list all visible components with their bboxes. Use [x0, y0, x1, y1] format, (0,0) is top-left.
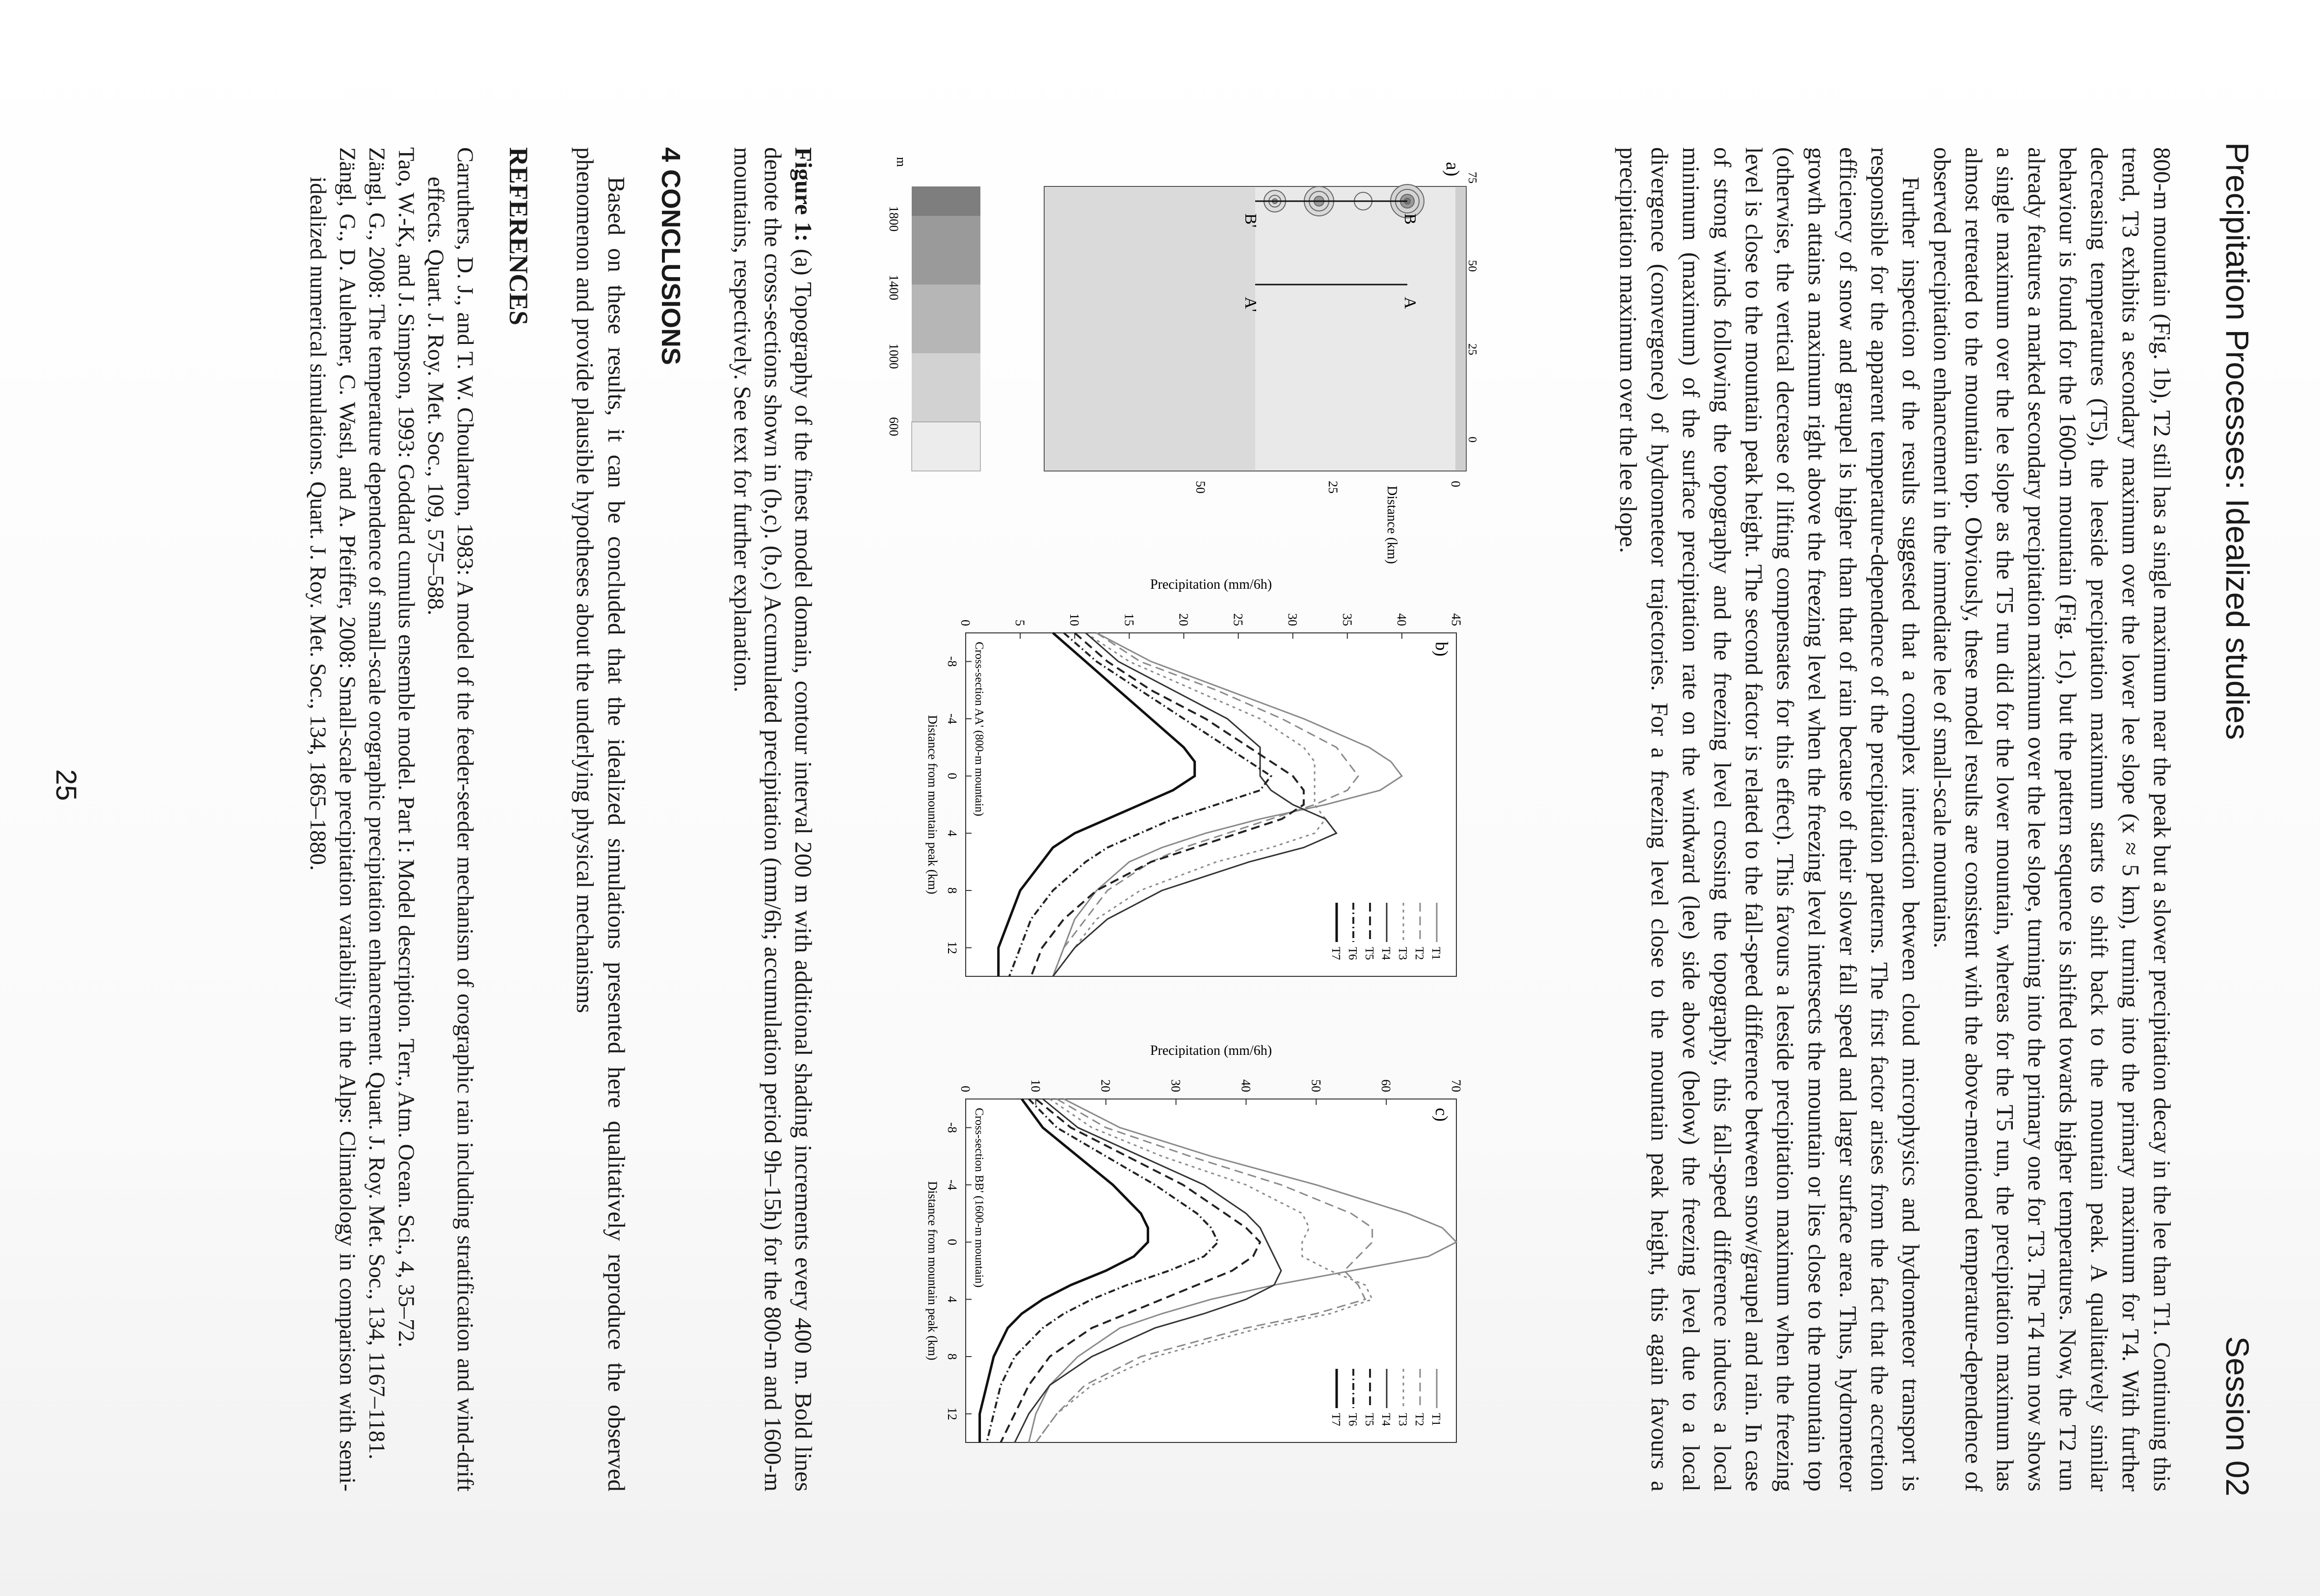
cross-section-annotation: Cross-section BB' (1600-m mountain): [973, 1108, 985, 1288]
map-lowland-shade: [1045, 187, 1255, 470]
panel-c-chart: [848, 1040, 1486, 1511]
paragraph-1: 800-m mountain (Fig. 1b), T2 still has a single maximum near the peak but a slower precipitation decay in the lee than T1. Continuing this trend, T3 exhibits a secondary maximum over the lower lee slope (x ≈ 5 km), turning into the primary maximum for T4. With further decreasing temperatures (T5), the leeside precipitation maximum starts to shift back to the mountain peak. A qualitatively similar behaviour is found for the 1600-m mountain (Fig. 1c), but the pattern sequence is shifted towards higher temperatures. Now, the T2 run already features a marked secondary precipitation maximum over the lee slope, turning into the primary one for T3. The T4 run now shows a single maximum over the lee slope as the T5 run did for the lower mountain, whereas for the T5 run, the precipitation maximum has almost retreated to the mountain top. Obviously, these model results are consistent with the above-mentioned temperature-dependence of observed precipitation enhancement in the immediate lee of small-scale mountains.: [1929, 147, 2176, 1491]
y-tick-label: 20: [1176, 613, 1191, 626]
y-tick-label: 15: [1122, 613, 1136, 626]
x-tick-label: 4: [945, 1296, 959, 1303]
map-border-shade: [1455, 187, 1465, 470]
legend-label: T7: [1329, 1413, 1342, 1426]
y-tick-label: 30: [1285, 613, 1300, 626]
section-label-b-prime: B': [1241, 213, 1260, 228]
header-session: Session 02: [2219, 1336, 2256, 1496]
panel-label: c): [1432, 1108, 1451, 1122]
reference-item: Zängl, G., 2008: The temperature dependence of small-scale orographic precipitation enhancement. Quart. J. Roy. Met. Soc., 134, 1167–1181.: [364, 147, 390, 1460]
y-tick-label: 5: [1013, 620, 1028, 626]
x-tick-label: -4: [945, 1179, 959, 1190]
legend-label: T6: [1346, 1413, 1359, 1426]
x-tick-label: 0: [945, 1239, 959, 1246]
legend-label: T1: [1429, 947, 1442, 960]
colorbar-tick-1400: 1400: [887, 275, 901, 300]
page-number: 25: [50, 769, 82, 801]
references-heading: REFERENCES: [504, 147, 533, 326]
x-tick-label: -4: [945, 713, 959, 724]
panel-a-topography: [848, 142, 1486, 584]
reference-item: Carruthers, D. J., and T. W. Choularton, 1983: A model of the feeder-seeder mechanism of orographic rain including stratification and wind-drift effects. Quart. J. Roy. Met. Soc., 109, 575–588.: [423, 147, 478, 1491]
y-tick-0: 0: [1466, 437, 1478, 443]
y-tick-label: 50: [1309, 1079, 1323, 1092]
x-tick-label: 4: [945, 830, 959, 837]
x-tick-0: 0: [1449, 481, 1463, 487]
figure-caption: [727, 147, 818, 1491]
reference-item: Zängl, G., D. Aulehner, C. Wastl, and A. Pfeiffer, 2008: Small-scale precipitation variability in the Alps: Climatology in comparison with semi-idealized numerical simulations. Quart. J. Roy. Met. Soc., 134, 1865–1880.: [305, 147, 360, 1491]
colorbar-unit: m: [894, 157, 908, 167]
panel-label: b): [1432, 642, 1451, 656]
y-tick-label: 30: [1168, 1079, 1183, 1092]
y-tick-label: 0: [958, 620, 973, 626]
section-label-a: A: [1401, 297, 1419, 309]
legend-label: T3: [1396, 1413, 1409, 1426]
colorbar-tick-1800: 1800: [887, 206, 901, 232]
plot-frame: [966, 1099, 1456, 1442]
y-tick-label: 10: [1028, 1079, 1043, 1092]
legend-label: T5: [1363, 947, 1375, 960]
cross-section-annotation: Cross-section AA' (800-m mountain): [973, 642, 985, 816]
panel-b-chart: [848, 574, 1486, 1045]
x-axis-label: Distance from mountain peak (km): [925, 1181, 940, 1361]
colorbar-tick-1000: 1000: [887, 343, 901, 369]
y-tick-75: 75: [1466, 172, 1478, 183]
colorbar: [912, 186, 980, 471]
colorbar-tick-600: 600: [887, 417, 901, 436]
y-tick-50: 50: [1466, 260, 1478, 272]
x-tick-50: 50: [1193, 481, 1208, 494]
y-tick-label: 20: [1098, 1079, 1113, 1092]
y-tick-label: 70: [1449, 1079, 1463, 1092]
x-tick-label: 8: [945, 1353, 959, 1360]
y-tick-label: 10: [1067, 613, 1082, 626]
x-tick-label: 8: [945, 887, 959, 894]
y-tick-label: 40: [1239, 1079, 1253, 1092]
x-tick-label: 12: [945, 941, 959, 954]
x-tick-label: -8: [945, 1122, 959, 1133]
x-tick-label: 12: [945, 1407, 959, 1420]
references-list: [303, 147, 480, 1491]
section-label-b: B: [1401, 213, 1419, 225]
legend-label: T6: [1346, 947, 1359, 960]
x-axis-label: Distance from mountain peak (km): [925, 715, 940, 894]
running-header: [2219, 142, 2256, 1496]
body-text: [1612, 147, 2178, 1491]
legend-label: T4: [1379, 1413, 1392, 1426]
x-tick-25: 25: [1326, 481, 1340, 494]
caption-text: (a) Topography of the finest model domain, contour interval 200 m with additional shading increments every 400 m. Bold lines denote the cross-sections shown in (b,c). (b,c) Accumulated precipitation (mm/6h; accumulation period 9h–15h) for the 800-m and 1600-m mountains, respectively. See text for further explanation.: [729, 147, 817, 1491]
y-tick-label: 40: [1394, 613, 1409, 626]
legend-label: T7: [1329, 947, 1342, 960]
y-tick-label: 0: [958, 1086, 973, 1092]
conclusions-text: Based on these results, it can be concluded that the idealized simulations presented here qualitatively reproduce the observed phenomenon and provide plausible hypotheses about the underlying physical mechanisms: [572, 147, 630, 1491]
legend-label: T1: [1429, 1413, 1442, 1426]
section-label-a-prime: A': [1241, 297, 1260, 312]
legend-label: T2: [1413, 947, 1425, 960]
x-axis-label: Distance (km): [1384, 486, 1399, 564]
paragraph-2: Further inspection of the results suggested that a complex interaction between cloud microphysics and hydrometeor transport is responsible for the apparent temperature-dependence of the precipitation patterns. The first factor arises from the fact that the accretion efficiency of snow and graupel is higher than that of rain because of their slower fall speed and larger surface area. Thus, hydrometeor growth attains a maximum right above the freezing level when the freezing level intersects the mountain or lies close to the mountain top (otherwise, the vertical decrease of lifting compensates for this effect). This favours a leeside precipitation maximum when the freezing level is close to the mountain peak height. The second factor is related to the fall-speed difference between snow/graupel and rain. In case of strong winds following the topography and the freezing level crossing the topography, this fall-speed difference induces a local minimum (maximum) of the surface precipitation rate on the windward (lee) side above (below) the freezing level due to a local divergence (convergence) of hydrometeor trajectories. For a freezing level close to the mountain peak height, this again favours a precipitation maximum over the lee slope.: [1615, 147, 1925, 1491]
panel-a-label: a): [1442, 162, 1463, 177]
y-axis-label: Precipitation (mm/6h): [1150, 1043, 1272, 1058]
y-tick-label: 60: [1379, 1079, 1394, 1092]
reference-item: Tao, W.-K, and J. Simpson, 1993: Goddard cumulus ensemble model. Part I: Model description. Terr., Atm. Ocean. Sci., 4, 35–72.: [394, 147, 419, 1348]
legend-label: T2: [1413, 1413, 1425, 1426]
legend-label: T3: [1396, 947, 1409, 960]
caption-label: Figure 1:: [790, 147, 817, 242]
y-axis-label: Precipitation (mm/6h): [1150, 577, 1272, 592]
y-tick-label: 35: [1340, 613, 1354, 626]
y-tick-25: 25: [1466, 343, 1478, 355]
figure-1: [838, 142, 1486, 1496]
y-tick-label: 45: [1449, 613, 1463, 626]
header-title: Precipitation Processes: Idealized studies: [2219, 142, 2256, 740]
x-tick-label: -8: [945, 656, 959, 667]
legend-label: T5: [1363, 1413, 1375, 1426]
conclusions-heading: 4 CONCLUSIONS: [656, 147, 685, 366]
y-tick-label: 25: [1231, 613, 1245, 626]
x-tick-label: 0: [945, 773, 959, 780]
legend-label: T4: [1379, 947, 1392, 960]
